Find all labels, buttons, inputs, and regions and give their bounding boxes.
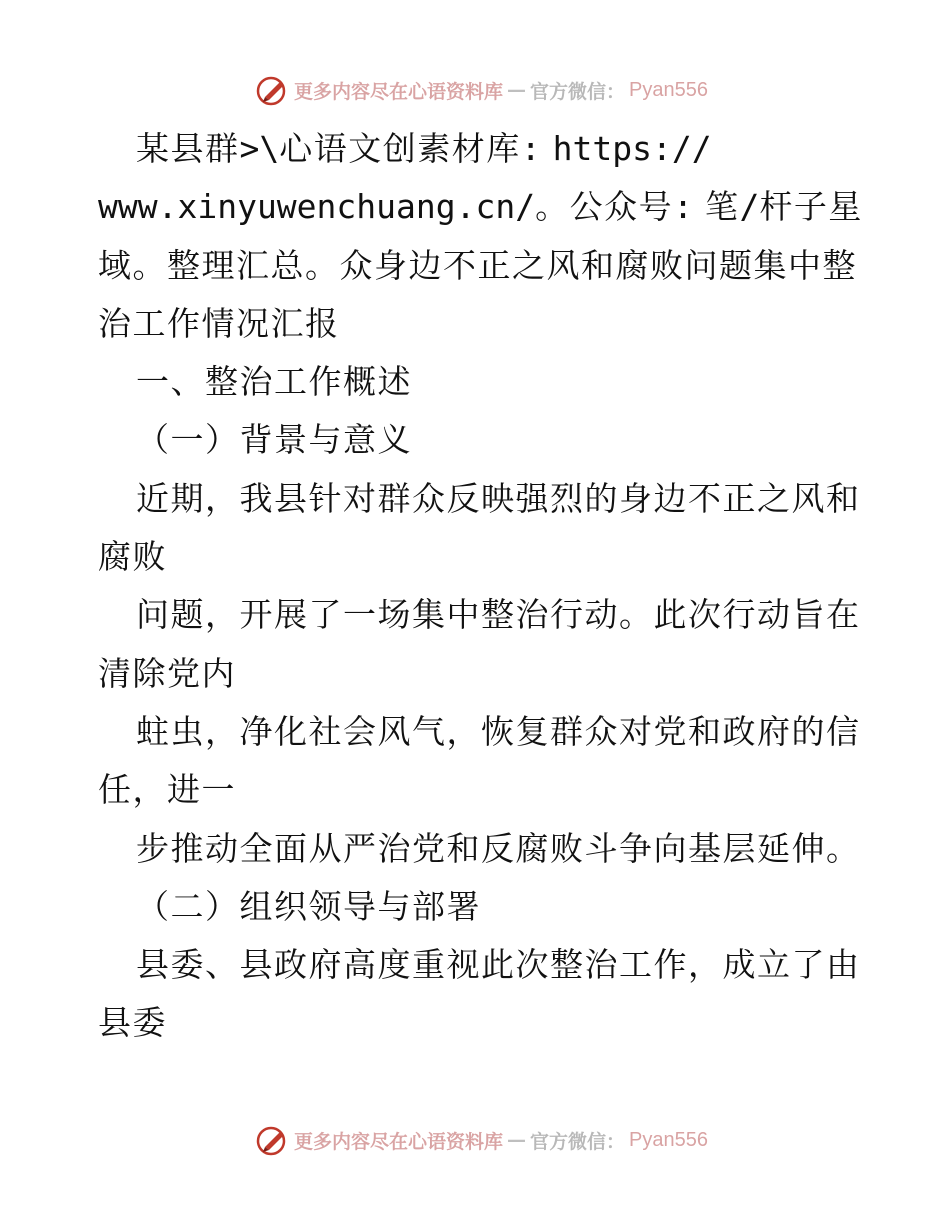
body-line-1: 某县群>\心语文创素材库: https:// xyxy=(136,129,712,168)
footer-watermark-wechat-label: 官方微信： xyxy=(530,1130,626,1153)
body-line-13: 步推动全面从严治党和反腐败斗争向基层延伸。 xyxy=(136,828,861,868)
body-line-8: 腐败 xyxy=(98,537,167,577)
footer-watermark-text: 更多内容尽在心语资料库 xyxy=(294,1130,504,1153)
body-line-15: 县委、县政府高度重视此次整治工作，成立了由 xyxy=(136,945,861,985)
document-body xyxy=(98,120,863,1053)
body-line-2: www.xinyuwenchuang.cn/。公众号: 笔/杆子星 xyxy=(98,187,863,227)
body-line-10: 清除党内 xyxy=(98,653,236,693)
footer-watermark xyxy=(0,1120,950,1160)
pen-logo-icon xyxy=(256,1123,290,1157)
header-watermark xyxy=(0,70,950,110)
header-watermark-wechat-label: 官方微信： xyxy=(530,80,626,103)
section-heading-1: 一、整治工作概述 xyxy=(136,362,412,402)
subsection-heading-1: （一）背景与意义 xyxy=(136,420,412,460)
footer-watermark-wechat-id: Pyan556 xyxy=(629,1128,708,1151)
body-line-12: 任，进一 xyxy=(98,770,236,810)
body-line-9: 问题，开展了一场集中整治行动。此次行动旨在 xyxy=(136,595,861,635)
header-watermark-text: 更多内容尽在心语资料库 xyxy=(294,80,504,103)
footer-watermark-separator: — xyxy=(507,1129,527,1151)
footer-watermark-inner xyxy=(256,1123,708,1157)
body-line-7: 近期，我县针对群众反映强烈的身边不正之风和 xyxy=(136,478,861,518)
pen-logo-icon xyxy=(256,73,290,107)
body-line-3: 域。整理汇总。众身边不正之风和腐败问题集中整 xyxy=(98,245,857,285)
body-line-11: 蛀虫，净化社会风气，恢复群众对党和政府的信 xyxy=(136,711,861,751)
header-watermark-wechat-id: Pyan556 xyxy=(629,78,708,101)
body-line-16: 县委 xyxy=(98,1003,167,1043)
header-watermark-separator: — xyxy=(507,79,527,101)
header-watermark-inner xyxy=(256,73,708,107)
body-line-4: 治工作情况汇报 xyxy=(98,303,340,343)
subsection-heading-2: （二）组织领导与部署 xyxy=(136,886,481,926)
